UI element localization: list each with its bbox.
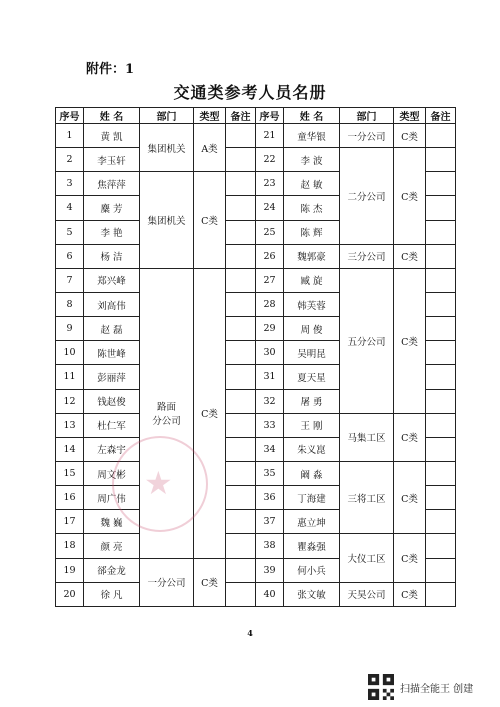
note-left (226, 534, 256, 558)
dept-right: 五分公司 (340, 268, 394, 413)
note-left (226, 172, 256, 196)
note-right (426, 292, 456, 316)
note-right (426, 220, 456, 244)
roster-table-container (55, 107, 455, 607)
note-left (226, 317, 256, 341)
name-left: 麋 芳 (84, 196, 140, 220)
attachment-label: 附件：1 (86, 62, 135, 77)
roster-table (55, 107, 456, 607)
name-right: 童华银 (284, 124, 340, 148)
name-right: 周 俊 (284, 317, 340, 341)
name-left: 李玉轩 (84, 148, 140, 172)
note-right (426, 413, 456, 437)
seq-left: 17 (56, 510, 84, 534)
dept-right: 二分公司 (340, 148, 394, 245)
note-left (226, 413, 256, 437)
name-right: 夏天星 (284, 365, 340, 389)
table-row (56, 534, 456, 558)
name-right: 张文敏 (284, 582, 340, 606)
name-left: 陈世峰 (84, 341, 140, 365)
dept-left: 路面 分公司 (140, 268, 194, 558)
note-left (226, 220, 256, 244)
seq-left: 10 (56, 341, 84, 365)
seq-left: 16 (56, 486, 84, 510)
table-row (56, 244, 456, 268)
seq-right: 32 (256, 389, 284, 413)
name-right: 韩芙蓉 (284, 292, 340, 316)
note-right (426, 389, 456, 413)
seq-left: 8 (56, 292, 84, 316)
table-row (56, 461, 456, 485)
name-left: 周文彬 (84, 461, 140, 485)
dept-left: 一分公司 (140, 558, 194, 606)
note-left (226, 365, 256, 389)
name-right: 臧 旋 (284, 268, 340, 292)
name-left: 赵 磊 (84, 317, 140, 341)
note-right (426, 365, 456, 389)
note-left (226, 510, 256, 534)
name-right: 吴明昆 (284, 341, 340, 365)
seq-right: 36 (256, 486, 284, 510)
table-row (56, 413, 456, 437)
note-left (226, 558, 256, 582)
note-left (226, 196, 256, 220)
header-dept-left: 部门 (140, 108, 194, 124)
note-right (426, 124, 456, 148)
name-left: 郑兴峰 (84, 268, 140, 292)
type-right: C类 (394, 582, 426, 606)
seq-right: 27 (256, 268, 284, 292)
name-left: 黄 凯 (84, 124, 140, 148)
header-seq-right: 序号 (256, 108, 284, 124)
header-dept-right: 部门 (340, 108, 394, 124)
type-right: C类 (394, 148, 426, 245)
note-left (226, 341, 256, 365)
seq-left: 1 (56, 124, 84, 148)
seq-right: 31 (256, 365, 284, 389)
name-right: 瞿淼强 (284, 534, 340, 558)
name-left: 李 艳 (84, 220, 140, 244)
header-name-left: 姓 名 (84, 108, 140, 124)
dept-right: 马集工区 (340, 413, 394, 461)
seal-star-icon: ★ (144, 464, 173, 502)
name-left: 杨 洁 (84, 244, 140, 268)
type-right: C类 (394, 244, 426, 268)
name-left: 钱赵俊 (84, 389, 140, 413)
name-right: 丁海建 (284, 486, 340, 510)
type-left: A类 (194, 124, 226, 172)
note-right (426, 486, 456, 510)
seq-left: 4 (56, 196, 84, 220)
qr-code-icon (368, 674, 394, 700)
seq-right: 37 (256, 510, 284, 534)
seq-left: 3 (56, 172, 84, 196)
name-left: 颜 亮 (84, 534, 140, 558)
seq-right: 38 (256, 534, 284, 558)
dept-right: 三将工区 (340, 461, 394, 533)
scanner-watermark (368, 674, 473, 700)
name-left: 徐 凡 (84, 582, 140, 606)
seq-left: 13 (56, 413, 84, 437)
name-right: 魏郭豪 (284, 244, 340, 268)
note-right (426, 317, 456, 341)
seq-left: 2 (56, 148, 84, 172)
name-right: 何小兵 (284, 558, 340, 582)
seq-left: 12 (56, 389, 84, 413)
dept-right: 天昊公司 (340, 582, 394, 606)
type-right: C类 (394, 534, 426, 582)
note-left (226, 582, 256, 606)
seq-right: 21 (256, 124, 284, 148)
seq-right: 26 (256, 244, 284, 268)
page-number: 4 (247, 628, 253, 638)
note-left (226, 124, 256, 148)
name-left: 周广伟 (84, 486, 140, 510)
name-right: 屠 勇 (284, 389, 340, 413)
name-right: 朱义崑 (284, 437, 340, 461)
note-right (426, 244, 456, 268)
seq-right: 25 (256, 220, 284, 244)
note-right (426, 148, 456, 172)
seq-left: 14 (56, 437, 84, 461)
table-row (56, 582, 456, 606)
name-right: 惠立坤 (284, 510, 340, 534)
note-right (426, 461, 456, 485)
note-left (226, 268, 256, 292)
seq-left: 7 (56, 268, 84, 292)
note-right (426, 172, 456, 196)
seq-right: 30 (256, 341, 284, 365)
note-right (426, 196, 456, 220)
note-right (426, 510, 456, 534)
seq-right: 28 (256, 292, 284, 316)
note-left (226, 389, 256, 413)
scanner-label: 扫描全能王 创建 (400, 683, 474, 695)
name-left: 焦萍萍 (84, 172, 140, 196)
seq-left: 19 (56, 558, 84, 582)
header-seq-left: 序号 (56, 108, 84, 124)
header-row (56, 108, 456, 124)
seq-right: 29 (256, 317, 284, 341)
type-right: C类 (394, 124, 426, 148)
seq-left: 9 (56, 317, 84, 341)
roster-body (56, 124, 456, 607)
type-right: C类 (394, 461, 426, 533)
note-left (226, 486, 256, 510)
note-left (226, 461, 256, 485)
name-left: 杜仁军 (84, 413, 140, 437)
note-right (426, 534, 456, 558)
dept-right: 一分公司 (340, 124, 394, 148)
name-right: 陈 辉 (284, 220, 340, 244)
header-note-left: 备注 (226, 108, 256, 124)
note-right (426, 268, 456, 292)
seq-left: 15 (56, 461, 84, 485)
seq-right: 35 (256, 461, 284, 485)
note-right (426, 437, 456, 461)
name-left: 刘高伟 (84, 292, 140, 316)
dept-right: 三分公司 (340, 244, 394, 268)
table-row (56, 124, 456, 148)
seq-right: 34 (256, 437, 284, 461)
table-row (56, 148, 456, 172)
name-right: 李 波 (284, 148, 340, 172)
dept-left: 集团机关 (140, 124, 194, 172)
name-left: 彭丽萍 (84, 365, 140, 389)
seq-right: 23 (256, 172, 284, 196)
header-type-right: 类型 (394, 108, 426, 124)
note-right (426, 582, 456, 606)
note-left (226, 148, 256, 172)
header-note-right: 备注 (426, 108, 456, 124)
note-left (226, 292, 256, 316)
name-right: 阚 淼 (284, 461, 340, 485)
seq-right: 39 (256, 558, 284, 582)
seq-left: 11 (56, 365, 84, 389)
dept-right: 大仪工区 (340, 534, 394, 582)
seq-left: 6 (56, 244, 84, 268)
seq-right: 22 (256, 148, 284, 172)
type-right: C类 (394, 413, 426, 461)
seq-right: 24 (256, 196, 284, 220)
seq-right: 33 (256, 413, 284, 437)
note-left (226, 437, 256, 461)
header-type-left: 类型 (194, 108, 226, 124)
name-right: 陈 杰 (284, 196, 340, 220)
seq-right: 40 (256, 582, 284, 606)
type-left: C类 (194, 558, 226, 606)
name-left: 魏 巍 (84, 510, 140, 534)
note-right (426, 341, 456, 365)
dept-left: 集团机关 (140, 172, 194, 269)
document-title: 交通类参考人员名册 (173, 83, 327, 102)
name-left: 左森宇 (84, 437, 140, 461)
name-left: 郤金龙 (84, 558, 140, 582)
note-right (426, 558, 456, 582)
type-left: C类 (194, 172, 226, 269)
type-right: C类 (394, 268, 426, 413)
header-name-right: 姓 名 (284, 108, 340, 124)
seq-left: 5 (56, 220, 84, 244)
seq-left: 20 (56, 582, 84, 606)
name-right: 王 刚 (284, 413, 340, 437)
table-row (56, 268, 456, 292)
seq-left: 18 (56, 534, 84, 558)
name-right: 赵 敏 (284, 172, 340, 196)
note-left (226, 244, 256, 268)
type-left: C类 (194, 268, 226, 558)
